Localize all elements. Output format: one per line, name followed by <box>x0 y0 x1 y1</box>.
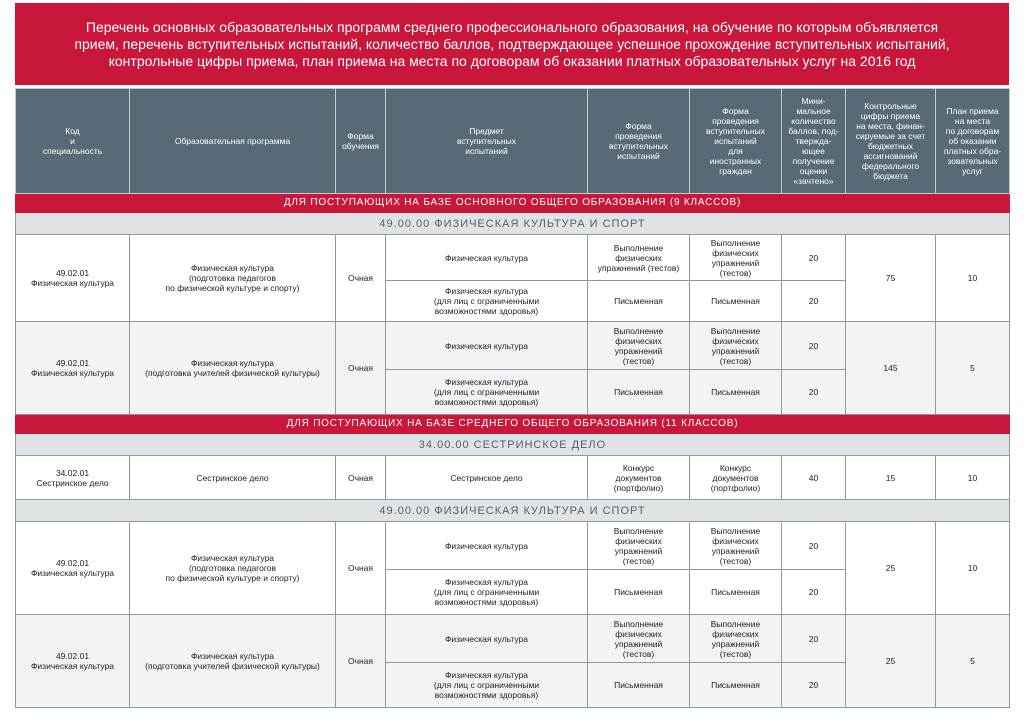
admission-table <box>15 88 1010 708</box>
subject-cell: Физическая культура (для лиц с ограниченными возможностями здоровья) <box>386 570 588 615</box>
header-code: Код и специальность <box>16 89 130 194</box>
header-paid: План приема на места по договорам об оказании платных обра- зовательных услуг <box>936 89 1010 194</box>
form-cell: Очная <box>336 322 386 415</box>
section-title: ДЛЯ ПОСТУПАЮЩИХ НА БАЗЕ СРЕДНЕГО ОБЩЕГО ОБРАЗОВАНИЯ (11 КЛАССОВ) <box>16 415 1010 434</box>
specialty-row <box>16 213 1010 235</box>
section-row <box>16 415 1010 434</box>
exam-form-cell: Выполнение физических упражнений (тестов) <box>588 615 690 663</box>
exam-form-cell: Письменная <box>588 570 690 615</box>
header-min-score: Мини- мальное количество баллов, под- твержда- ющее получение оценки «зачтено» <box>782 89 846 194</box>
subject-cell: Физическая культура (для лиц с ограниченными возможностями здоровья) <box>386 663 588 708</box>
budget-cell: 145 <box>846 322 936 415</box>
table-row <box>16 235 1010 281</box>
page-title-banner <box>15 3 1009 85</box>
score-cell: 20 <box>782 570 846 615</box>
header-subject: Предмет вступительных испытаний <box>386 89 588 194</box>
score-cell: 20 <box>782 322 846 370</box>
exam-foreign-cell: Письменная <box>690 281 782 322</box>
form-cell: Очная <box>336 235 386 322</box>
paid-cell: 10 <box>936 456 1010 500</box>
score-cell: 20 <box>782 370 846 415</box>
section-title: ДЛЯ ПОСТУПАЮЩИХ НА БАЗЕ ОСНОВНОГО ОБЩЕГО ОБРАЗОВАНИЯ (9 КЛАССОВ) <box>16 194 1010 213</box>
subject-cell: Физическая культура <box>386 522 588 570</box>
page-title: Перечень основных образовательных программ среднего профессионального образования, на обучение по которым объявляется прием, перечень вступительных испытаний, количество баллов, подтверждающее успешное прохождение вступительных испытаний, контрольные цифры приема, план приема на места по договорам об оказании платных образовательных услуг на 2016 год <box>74 18 950 69</box>
score-cell: 20 <box>782 522 846 570</box>
budget-cell: 75 <box>846 235 936 322</box>
exam-form-cell: Письменная <box>588 663 690 708</box>
header-form: Форма обучения <box>336 89 386 194</box>
exam-foreign-cell: Выполнение физических упражнений (тестов) <box>690 235 782 281</box>
exam-foreign-cell: Выполнение физических упражнений (тестов) <box>690 322 782 370</box>
code-cell: 49.02.01 Физическая культура <box>16 615 130 708</box>
table-row <box>16 615 1010 663</box>
exam-form-cell: Выполнение физических упражнений (тестов) <box>588 322 690 370</box>
exam-form-cell: Выполнение физических упражнений (тестов) <box>588 235 690 281</box>
form-cell: Очная <box>336 456 386 500</box>
budget-cell: 15 <box>846 456 936 500</box>
paid-cell: 10 <box>936 522 1010 615</box>
code-cell: 34.02.01 Сестринское дело <box>16 456 130 500</box>
header-program: Образовательная программа <box>130 89 336 194</box>
exam-form-cell: Конкурс документов (портфолио) <box>588 456 690 500</box>
header-exam-form: Форма проведения вступительных испытаний <box>588 89 690 194</box>
exam-form-cell: Письменная <box>588 370 690 415</box>
subject-cell: Физическая культура (для лиц с ограниченными возможностями здоровья) <box>386 281 588 322</box>
specialty-title: 49.00.00 ФИЗИЧЕСКАЯ КУЛЬТУРА И СПОРТ <box>16 500 1010 522</box>
form-cell: Очная <box>336 615 386 708</box>
exam-form-cell: Выполнение физических упражнений (тестов) <box>588 522 690 570</box>
code-cell: 49.02.01 Физическая культура <box>16 322 130 415</box>
budget-cell: 25 <box>846 615 936 708</box>
subject-cell: Физическая культура <box>386 322 588 370</box>
score-cell: 20 <box>782 281 846 322</box>
exam-foreign-cell: Выполнение физических упражнений (тестов) <box>690 522 782 570</box>
subject-cell: Сестринское дело <box>386 456 588 500</box>
paid-cell: 10 <box>936 235 1010 322</box>
specialty-row <box>16 434 1010 456</box>
score-cell: 20 <box>782 663 846 708</box>
specialty-title: 34.00.00 СЕСТРИНСКОЕ ДЕЛО <box>16 434 1010 456</box>
table-row <box>16 322 1010 370</box>
program-cell: Сестринское дело <box>130 456 336 500</box>
code-cell: 49.02.01 Физическая культура <box>16 522 130 615</box>
header-budget: Контрольные цифры приема на места, финан- сируемые за счет бюджетных ассигнований федерального бюджета <box>846 89 936 194</box>
program-cell: Физическая культура (подготовка учителей физической культуры) <box>130 615 336 708</box>
specialty-row <box>16 500 1010 522</box>
budget-cell: 25 <box>846 522 936 615</box>
table-header <box>16 89 1010 194</box>
score-cell: 20 <box>782 235 846 281</box>
subject-cell: Физическая культура <box>386 615 588 663</box>
score-cell: 20 <box>782 615 846 663</box>
exam-foreign-cell: Письменная <box>690 370 782 415</box>
subject-cell: Физическая культура <box>386 235 588 281</box>
exam-foreign-cell: Конкурс документов (портфолио) <box>690 456 782 500</box>
code-cell: 49.02.01 Физическая культура <box>16 235 130 322</box>
exam-form-cell: Письменная <box>588 281 690 322</box>
program-cell: Физическая культура (подготовка педагогов по физической культуре и спорту) <box>130 235 336 322</box>
exam-foreign-cell: Выполнение физических упражнений (тестов) <box>690 615 782 663</box>
form-cell: Очная <box>336 522 386 615</box>
exam-foreign-cell: Письменная <box>690 663 782 708</box>
program-cell: Физическая культура (подготовка педагогов по физической культуре и спорту) <box>130 522 336 615</box>
section-row <box>16 194 1010 213</box>
paid-cell: 5 <box>936 615 1010 708</box>
header-exam-form-foreign: Форма проведения вступительных испытаний для иностранных граждан <box>690 89 782 194</box>
specialty-title: 49.00.00 ФИЗИЧЕСКАЯ КУЛЬТУРА И СПОРТ <box>16 213 1010 235</box>
exam-foreign-cell: Письменная <box>690 570 782 615</box>
table-row <box>16 456 1010 500</box>
score-cell: 40 <box>782 456 846 500</box>
paid-cell: 5 <box>936 322 1010 415</box>
program-cell: Физическая культура (подготовка учителей физической культуры) <box>130 322 336 415</box>
table-row <box>16 522 1010 570</box>
subject-cell: Физическая культура (для лиц с ограниченными возможностями здоровья) <box>386 370 588 415</box>
